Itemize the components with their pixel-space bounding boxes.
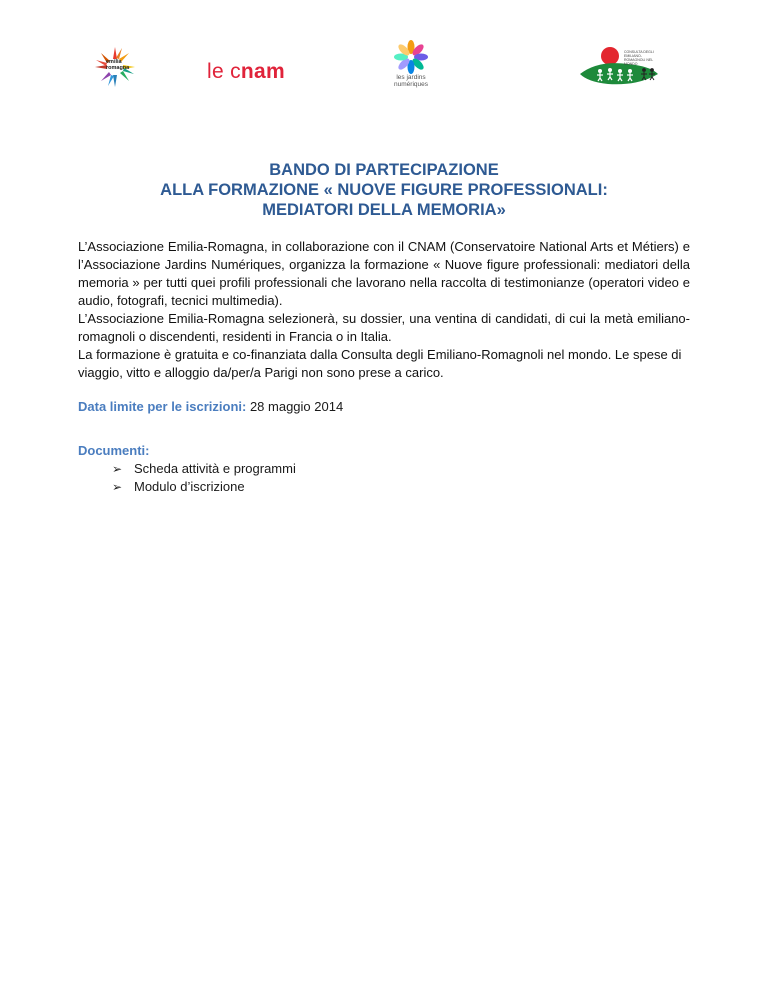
associazione-emilia-romagna-logo bbox=[94, 46, 136, 88]
arrow-bullet-icon: ➢ bbox=[112, 462, 123, 476]
jardins-numeriques-logo bbox=[385, 40, 437, 90]
title-line-1: BANDO DI PARTECIPAZIONE bbox=[269, 161, 499, 179]
flower-logo-icon bbox=[385, 40, 437, 74]
documents-list bbox=[78, 460, 296, 496]
deadline-label: Data limite per le iscrizioni: bbox=[78, 399, 247, 414]
document-item[interactable] bbox=[112, 460, 296, 478]
title-line-3: MEDIATORI DELLA MEMORIA» bbox=[262, 201, 506, 219]
deadline-value: 28 maggio 2014 bbox=[246, 399, 344, 414]
documents-section bbox=[78, 442, 296, 496]
jardins-logo-text: les jardins numériques bbox=[394, 74, 428, 88]
deadline-line bbox=[78, 398, 343, 416]
title-line-2: ALLA FORMAZIONE « NUOVE FIGURE PROFESSIONALI: bbox=[160, 181, 608, 199]
cnam-logo-part-b: nam bbox=[240, 60, 285, 83]
paragraph-intro: L’Associazione Emilia-Romagna, in collaborazione con il CNAM (Conservatoire National Arts et Métiers) e l’Associazione Jardins Numériques, organizza la formazione « Nuove figure professionali: mediatori della memoria » per tutti quei profili professionali che lavorano nella raccolta di testimonianze (operatori video e audio, fotografi, tecnici multimedia). bbox=[78, 239, 690, 308]
page-title bbox=[0, 160, 768, 220]
paragraph-funding: La formazione è gratuita e co-finanziata dalla Consulta degli Emiliano-Romagnoli nel mondo. Le spese di viaggio, vitto e alloggio da/per/a Parigi non sono prese a carico. bbox=[78, 347, 682, 380]
document-item[interactable] bbox=[112, 478, 296, 496]
documents-label: Documenti: bbox=[78, 443, 150, 458]
consulta-logo bbox=[578, 44, 660, 88]
arrow-bullet-icon: ➢ bbox=[112, 480, 123, 494]
cnam-logo bbox=[207, 60, 285, 84]
cnam-logo-part-a: le c bbox=[207, 60, 241, 83]
emilia-logo-text: emilia romagna bbox=[106, 59, 130, 71]
body-text bbox=[78, 238, 690, 382]
document-item-label[interactable]: Scheda attività e programmi bbox=[134, 461, 296, 476]
consulta-logo-text: CONSULTA DEGLI EMILIANO-ROMAGNOLI NEL MONDO bbox=[624, 50, 654, 66]
paragraph-selection: L’Associazione Emilia-Romagna selezionerà, su dossier, una ventina di candidati, di cui la metà emiliano-romagnoli o discendenti, residenti in Francia o in Italia. bbox=[78, 311, 690, 344]
document-item-label[interactable]: Modulo d’iscrizione bbox=[134, 479, 245, 494]
